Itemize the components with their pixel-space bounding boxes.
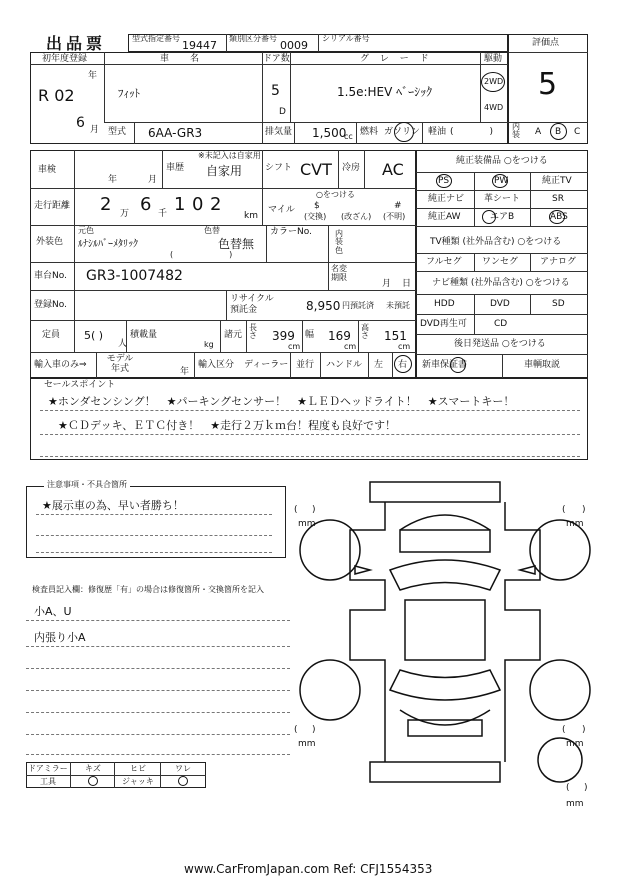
- reg-no-label: 登録No.: [34, 300, 67, 310]
- later-warranty: 新車保証書: [422, 360, 468, 370]
- color-label: 外装色: [36, 237, 64, 247]
- grade-label: グ レ ー ド: [360, 54, 433, 64]
- import-label: 輸入車のみ⇒: [34, 360, 87, 370]
- door-count: 5: [271, 83, 280, 99]
- mm-label-rr: mm: [566, 739, 584, 749]
- svg-text:(: (: [562, 505, 566, 515]
- height-label: 高さ: [361, 323, 369, 341]
- first-reg-label: 初年度登録: [42, 54, 88, 64]
- tv-oneseg: ワンセグ: [482, 257, 519, 267]
- model-type-value: 6AA-GR3: [148, 126, 203, 140]
- hash-sign: #: [394, 201, 402, 211]
- later-manual: 車輌取説: [524, 360, 561, 370]
- width-cm: cm: [344, 342, 357, 351]
- odo-exchange: (交換): [304, 212, 327, 221]
- inspection-year-unit: 年: [108, 175, 118, 185]
- model-cert-label: 型式指定番号: [132, 34, 180, 43]
- import-class-label: 輸入区分: [198, 360, 235, 370]
- ac-label: 冷房: [342, 163, 361, 173]
- inspection-label: 車検: [38, 165, 57, 175]
- svg-text:(: (: [566, 783, 570, 793]
- dims-label: 諸元: [224, 330, 243, 340]
- inspector-line-2: 内張り小A: [34, 631, 86, 644]
- category-number: 0009: [280, 39, 308, 52]
- mileage-digit-5: 2: [210, 194, 222, 215]
- fuel-gasoline-circle: [394, 122, 414, 142]
- odo-unknown: (不明): [383, 212, 406, 221]
- equip-airbag: エアB: [490, 212, 515, 222]
- load-label: 積載量: [130, 330, 158, 340]
- color-no-label: カラーNo.: [270, 227, 312, 237]
- grade-value: 1.5e:HEV ﾍﾞｰｼｯｸ: [337, 85, 433, 99]
- tv-analog: アナログ: [540, 257, 577, 267]
- door-type: D: [279, 107, 286, 117]
- km-unit: km: [244, 211, 258, 221]
- height-cm: cm: [398, 342, 411, 351]
- inspector-line-1: 小A、U: [34, 605, 72, 618]
- year-unit: 年: [88, 71, 98, 81]
- color-change-value: 色替無: [218, 237, 255, 251]
- color-change-label: 色替: [204, 226, 220, 235]
- interior-grade-b: B: [555, 127, 562, 137]
- length-value: 399: [272, 329, 295, 343]
- shift-label: シフト: [265, 163, 293, 173]
- tv-title: TV種類 (社外品含む) ○をつける: [430, 237, 562, 247]
- name-change-month: 月: [382, 279, 392, 289]
- interior-label: 内装: [512, 122, 520, 140]
- mm-label-fl: mm: [298, 519, 316, 529]
- dollar-sign: $: [314, 201, 320, 211]
- interior-color-label: 内装色: [335, 229, 343, 255]
- handle-label: ハンドル: [326, 360, 363, 370]
- sales-line-2: ★ＣＤデッキ、ＥＴＣ付き！ ★走行２万ｋｍ台！程度も良好です！: [58, 419, 397, 432]
- fuel-gasoline: ガソリン: [384, 127, 421, 137]
- capacity-label: 定員: [42, 330, 61, 340]
- later-warranty-circle: [450, 357, 466, 373]
- svg-text:): ): [312, 505, 316, 515]
- equip-sr: SR: [552, 194, 564, 204]
- svg-text:(: (: [562, 725, 566, 735]
- navi-title: ナビ種類 (社外品含む) ○をつける: [432, 278, 570, 288]
- equip-aw: 純正AW: [428, 212, 461, 222]
- navi-sd: SD: [552, 299, 565, 309]
- car-name: ﾌｨｯﾄ: [118, 87, 140, 100]
- height-value: 151: [384, 329, 407, 343]
- drive-4wd: 4WD: [484, 103, 504, 112]
- displacement-label: 排気量: [265, 127, 293, 137]
- spare-wheel: [538, 738, 582, 782]
- svg-text:): ): [584, 783, 588, 793]
- recycle-none: 未預託: [386, 301, 410, 310]
- legend-break: ワレ: [175, 764, 191, 773]
- mm-label-fr: mm: [566, 519, 584, 529]
- mile-label: マイル: [268, 205, 295, 215]
- mileage-digit-4: 0: [192, 194, 204, 215]
- model-type-label: 型式: [108, 127, 127, 137]
- inspector-label: 検査員記入欄：修復歴「有」の場合は修復箇所・交換箇所を記入: [32, 585, 264, 594]
- drive-label: 駆動: [484, 54, 503, 64]
- door-label: ドア数: [263, 54, 290, 64]
- cc-unit: cc: [344, 132, 353, 141]
- notes-label: 注意事項・不具合箇所: [44, 481, 130, 489]
- svg-text:(: (: [294, 505, 298, 515]
- notes-box: [26, 486, 286, 558]
- interior-grade-circle: [550, 123, 567, 140]
- category-label: 類別区分番号: [229, 34, 277, 43]
- length-cm: cm: [288, 342, 301, 351]
- legend-crack: ヒビ: [130, 764, 146, 773]
- equip-pw: PW: [494, 176, 509, 186]
- fuel-paren: ( ): [450, 127, 494, 137]
- footer-watermark: www.CarFromJapan.com Ref: CFJ1554353: [184, 862, 433, 876]
- handle-right: 右: [398, 360, 408, 370]
- drive-2wd: 2WD: [484, 77, 504, 86]
- width-label: 幅: [305, 330, 315, 340]
- car-name-label: 車 名: [160, 54, 206, 64]
- person-unit: 人: [118, 339, 128, 349]
- form-title: 出品票: [46, 34, 107, 53]
- equipment-title: 純正装備品 ○をつける: [456, 156, 548, 166]
- tv-fullseg: フルセグ: [426, 257, 462, 267]
- mm-label-rl: mm: [298, 739, 316, 749]
- svg-text:): ): [312, 725, 316, 735]
- first-reg-month: 6: [76, 115, 85, 131]
- interior-grade-c: C: [574, 127, 581, 137]
- mileage-digit-3: 1: [174, 194, 186, 215]
- shift-value: CVT: [300, 160, 332, 179]
- score-value: 5: [538, 67, 558, 102]
- drive-2wd-circle: [481, 72, 505, 92]
- equip-leather: 革シート: [484, 194, 521, 204]
- svg-text:): ): [582, 505, 586, 515]
- mm-label-spare: mm: [566, 799, 584, 809]
- mileage-digit-1: 2: [100, 194, 112, 215]
- ac-value: AC: [382, 160, 404, 179]
- width-value: 169: [328, 329, 351, 343]
- use-note: ※未記入は自家用: [198, 151, 261, 160]
- chassis-label: 車台No.: [34, 271, 67, 281]
- navi-hdd: HDD: [434, 299, 455, 309]
- name-change-label: 名変期限: [331, 264, 347, 282]
- use-label: 車歴: [166, 163, 185, 173]
- interior-grade-a: A: [535, 127, 542, 137]
- svg-text:(: (: [294, 725, 298, 735]
- month-unit: 月: [90, 125, 100, 135]
- inspection-month-unit: 月: [148, 175, 158, 185]
- front-right-wheel: [530, 520, 590, 580]
- model-cert-number: 19447: [182, 39, 217, 52]
- import-dealer: ディーラー: [244, 360, 289, 370]
- rear-left-wheel: [300, 660, 360, 720]
- handle-left: 左: [374, 360, 384, 370]
- man-unit: 万: [120, 209, 130, 219]
- length-label: 長さ: [249, 323, 257, 341]
- use-value: 自家用: [206, 164, 243, 178]
- car-damage-diagram: [290, 470, 600, 810]
- original-color-label: 元色: [78, 226, 94, 235]
- rear-right-wheel: [530, 660, 590, 720]
- mileage-digit-2: 6: [140, 194, 152, 215]
- sales-line-1: ★ホンダセンシング！ ★パーキングセンサー！ ★ＬＥＤヘッドライト！ ★スマートキー！: [48, 395, 515, 408]
- recycle-label: リサイクル預託金: [230, 294, 274, 315]
- equip-abs: ABS: [550, 212, 568, 222]
- legend-tools: 工具: [40, 777, 56, 786]
- model-year-unit: 年: [180, 367, 190, 377]
- legend-jack: ジャッキ: [122, 777, 154, 786]
- equip-tv: 純正TV: [542, 176, 572, 186]
- mileage-label: 走行距離: [34, 201, 71, 211]
- recycle-amount: 8,950: [306, 299, 341, 313]
- name-change-day: 日: [402, 279, 412, 289]
- fuel-label: 燃料: [360, 127, 379, 137]
- recycle-suffix: 円預託済: [342, 301, 374, 310]
- fuel-diesel: 軽油: [428, 127, 447, 137]
- color-value: ﾙﾅｼﾙﾊﾞｰﾒﾀﾘｯｸ: [78, 239, 138, 250]
- import-parallel: 並行: [296, 360, 315, 370]
- capacity-value: 5( ): [84, 329, 104, 342]
- displacement-value: 1,500: [312, 126, 347, 140]
- sen-unit: 千: [158, 209, 168, 219]
- equip-ps: PS: [438, 176, 450, 186]
- legend-mirror: ドアミラー: [28, 764, 68, 773]
- legend-scratch: キズ: [85, 764, 101, 773]
- score-label: 評価点: [532, 38, 560, 48]
- equip-navi: 純正ナビ: [428, 194, 465, 204]
- odo-tampered: (改ざん): [341, 212, 372, 221]
- front-bumper: [370, 482, 500, 502]
- serial-label: シリアル番号: [322, 34, 370, 43]
- navi-dvd-play: DVD再生可: [420, 319, 467, 329]
- notes-line-1: ★展示車の為、早い者勝ち！: [42, 499, 184, 512]
- handle-right-circle: [394, 355, 412, 373]
- kg-unit: kg: [204, 340, 214, 349]
- color-paren: ( ): [170, 250, 233, 259]
- front-left-wheel: [300, 520, 360, 580]
- sales-label: セールスポイント: [44, 380, 116, 390]
- later-title: 後日発送品 ○をつける: [454, 339, 546, 349]
- svg-text:): ): [582, 725, 586, 735]
- first-reg-year: R 02: [38, 86, 75, 105]
- odometer-note: ○をつける: [316, 190, 355, 199]
- navi-cd: CD: [494, 319, 508, 329]
- chassis-value: GR3-1007482: [86, 268, 183, 284]
- model-year-label: モデル年式: [106, 354, 134, 374]
- rear-bumper: [370, 762, 500, 782]
- navi-dvd: DVD: [490, 299, 510, 309]
